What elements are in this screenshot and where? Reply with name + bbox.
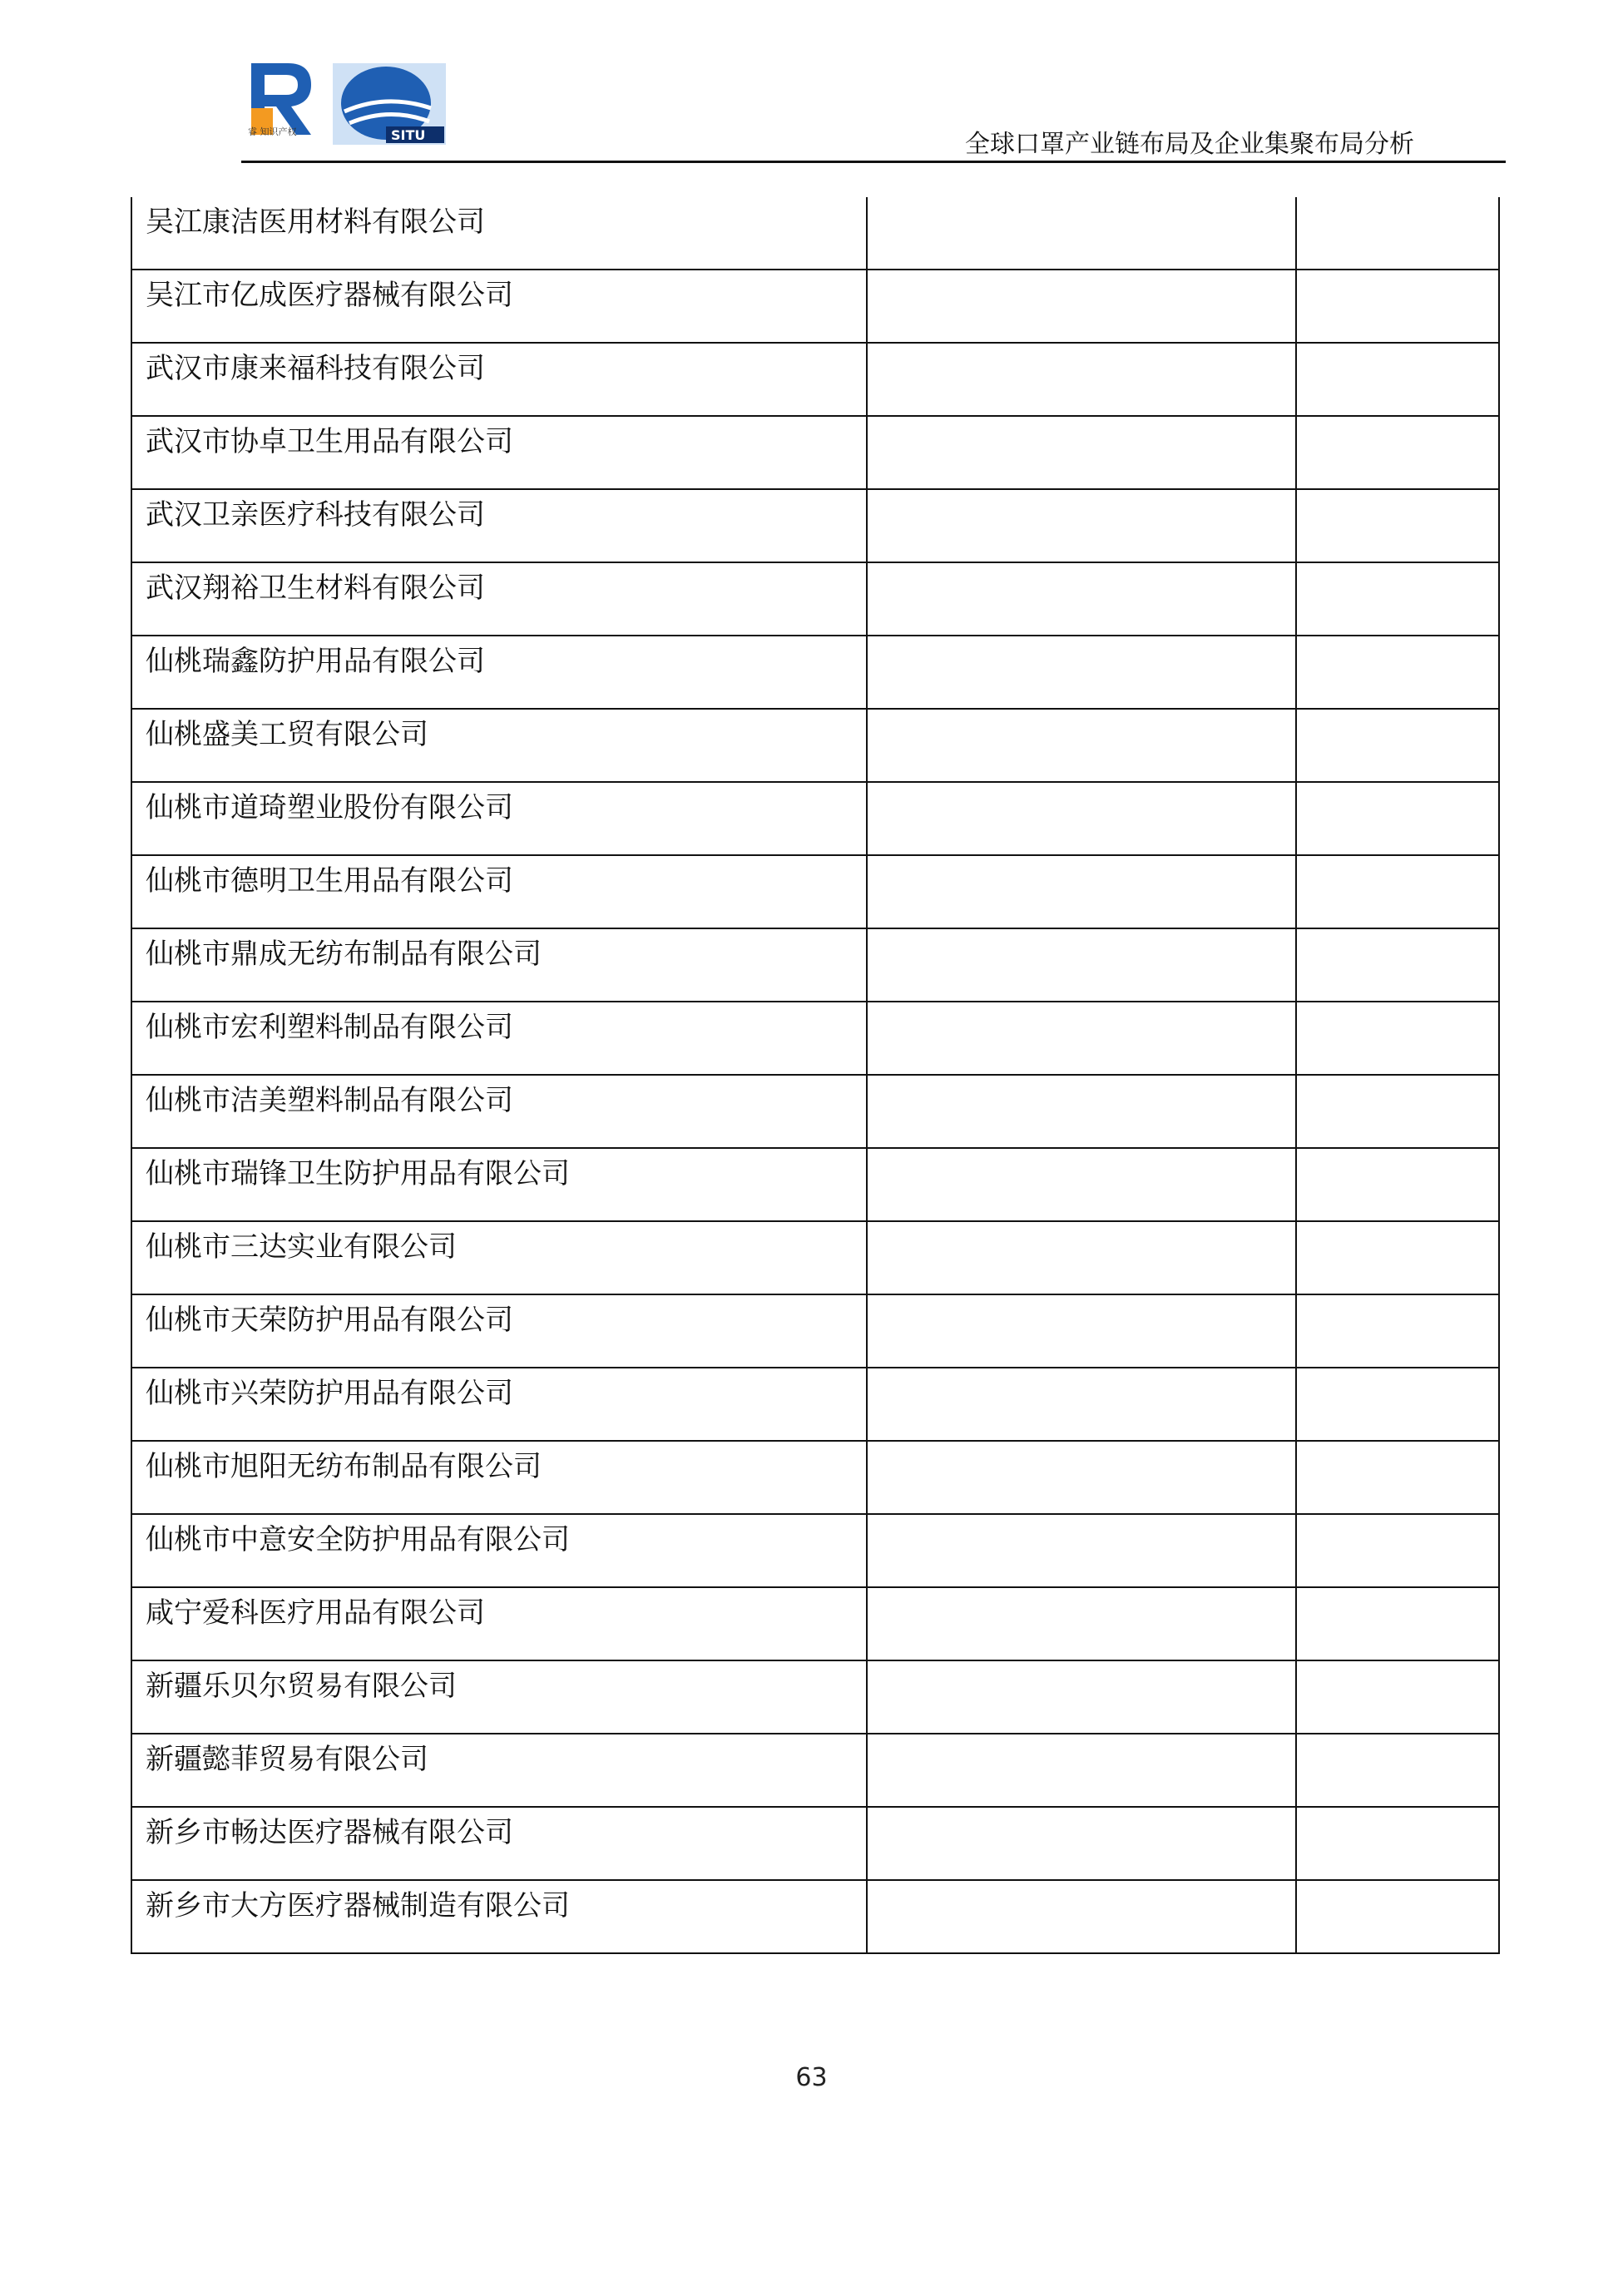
company-name: 仙桃市德明卫生用品有限公司 — [146, 864, 513, 898]
company-name: 仙桃市天荣防护用品有限公司 — [146, 1304, 513, 1337]
company-name: 咸宁爱科医疗用品有限公司 — [146, 1596, 485, 1630]
company-name: 仙桃市中意安全防护用品有限公司 — [146, 1523, 570, 1556]
company-name: 仙桃市兴荣防护用品有限公司 — [146, 1377, 513, 1410]
empty-cell — [867, 489, 1296, 562]
company-name: 仙桃市宏利塑料制品有限公司 — [146, 1011, 513, 1044]
table-row — [131, 1294, 1499, 1368]
empty-cell — [867, 1002, 1296, 1075]
empty-cell — [867, 562, 1296, 636]
empty-cell — [867, 1660, 1296, 1734]
table-row — [131, 1734, 1499, 1807]
empty-cell — [1296, 1075, 1499, 1148]
header-divider — [241, 161, 1506, 163]
company-name: 新乡市畅达医疗器械有限公司 — [146, 1816, 513, 1849]
table-row — [131, 489, 1499, 562]
table-row — [131, 1148, 1499, 1221]
company-name: 仙桃市洁美塑料制品有限公司 — [146, 1084, 513, 1117]
table-row — [131, 197, 1499, 270]
table-row — [131, 1807, 1499, 1880]
company-name: 仙桃盛美工贸有限公司 — [146, 718, 428, 751]
empty-cell — [1296, 562, 1499, 636]
company-name-cell — [131, 1880, 867, 1953]
company-name-cell — [131, 1734, 867, 1807]
company-name-cell — [131, 1441, 867, 1514]
empty-cell — [1296, 1002, 1499, 1075]
empty-cell — [867, 855, 1296, 928]
empty-cell — [867, 1514, 1296, 1587]
header-title: 全球口罩产业链布局及企业集聚布局分析 — [965, 130, 1414, 159]
company-name-cell — [131, 1075, 867, 1148]
company-name-cell — [131, 270, 867, 343]
empty-cell — [1296, 709, 1499, 782]
company-name: 仙桃市旭阳无纺布制品有限公司 — [146, 1450, 542, 1483]
empty-cell — [867, 1587, 1296, 1660]
company-name: 仙桃瑞鑫防护用品有限公司 — [146, 645, 485, 678]
company-name-cell — [131, 1660, 867, 1734]
table-row — [131, 1880, 1499, 1953]
company-name-cell — [131, 343, 867, 416]
company-name: 吴江康洁医用材料有限公司 — [146, 205, 485, 239]
empty-cell — [1296, 928, 1499, 1002]
empty-cell — [867, 928, 1296, 1002]
company-name-cell — [131, 782, 867, 855]
globe-logo — [333, 63, 446, 145]
table-row — [131, 1514, 1499, 1587]
empty-cell — [867, 270, 1296, 343]
company-name: 新疆懿菲贸易有限公司 — [146, 1743, 428, 1776]
company-name: 武汉市康来福科技有限公司 — [146, 352, 485, 385]
table-row — [131, 1660, 1499, 1734]
empty-cell — [1296, 1807, 1499, 1880]
globe-logo-text: SITU — [391, 127, 426, 143]
company-name: 新乡市大方医疗器械制造有限公司 — [146, 1889, 570, 1922]
company-name-cell — [131, 562, 867, 636]
company-name-cell — [131, 1221, 867, 1294]
empty-cell — [867, 1880, 1296, 1953]
company-name-cell — [131, 1587, 867, 1660]
company-name: 吴江市亿成医疗器械有限公司 — [146, 279, 513, 312]
empty-cell — [1296, 270, 1499, 343]
table-row — [131, 562, 1499, 636]
table-row — [131, 709, 1499, 782]
table-row — [131, 855, 1499, 928]
company-name: 仙桃市三达实业有限公司 — [146, 1230, 457, 1264]
table-row — [131, 928, 1499, 1002]
empty-cell — [1296, 782, 1499, 855]
table-row — [131, 416, 1499, 489]
empty-cell — [867, 1148, 1296, 1221]
empty-cell — [1296, 1514, 1499, 1587]
company-name: 武汉翔裕卫生材料有限公司 — [146, 572, 485, 605]
empty-cell — [1296, 1734, 1499, 1807]
company-name-cell — [131, 1368, 867, 1441]
empty-cell — [1296, 855, 1499, 928]
empty-cell — [867, 1294, 1296, 1368]
table-row — [131, 1368, 1499, 1441]
page-number: 63 — [795, 2063, 828, 2092]
company-table — [131, 197, 1500, 1954]
company-name-cell — [131, 1148, 867, 1221]
company-name-cell — [131, 636, 867, 709]
company-name-cell — [131, 855, 867, 928]
empty-cell — [1296, 1368, 1499, 1441]
company-name: 武汉市协卓卫生用品有限公司 — [146, 425, 513, 458]
table-row — [131, 343, 1499, 416]
table-row — [131, 1002, 1499, 1075]
company-name-cell — [131, 709, 867, 782]
empty-cell — [1296, 1880, 1499, 1953]
empty-cell — [1296, 636, 1499, 709]
logo-subtitle: 睿 知识产权 — [248, 126, 297, 137]
company-name-cell — [131, 416, 867, 489]
empty-cell — [867, 1368, 1296, 1441]
company-name-cell — [131, 197, 867, 270]
empty-cell — [867, 1221, 1296, 1294]
company-name-cell — [131, 1514, 867, 1587]
company-name-cell — [131, 489, 867, 562]
empty-cell — [1296, 416, 1499, 489]
empty-cell — [1296, 1441, 1499, 1514]
empty-cell — [867, 1075, 1296, 1148]
empty-cell — [867, 1734, 1296, 1807]
company-name: 仙桃市鼎成无纺布制品有限公司 — [146, 938, 542, 971]
table-row — [131, 1441, 1499, 1514]
table-row — [131, 270, 1499, 343]
company-name-cell — [131, 928, 867, 1002]
company-name-cell — [131, 1294, 867, 1368]
empty-cell — [867, 1807, 1296, 1880]
empty-cell — [1296, 1587, 1499, 1660]
empty-cell — [1296, 489, 1499, 562]
table-row — [131, 636, 1499, 709]
company-name: 新疆乐贝尔贸易有限公司 — [146, 1670, 457, 1703]
empty-cell — [1296, 1221, 1499, 1294]
company-name-cell — [131, 1807, 867, 1880]
empty-cell — [1296, 1294, 1499, 1368]
company-name: 仙桃市瑞锋卫生防护用品有限公司 — [146, 1157, 570, 1190]
empty-cell — [867, 1441, 1296, 1514]
empty-cell — [1296, 1660, 1499, 1734]
company-name: 仙桃市道琦塑业股份有限公司 — [146, 791, 513, 824]
empty-cell — [867, 782, 1296, 855]
table-row — [131, 782, 1499, 855]
empty-cell — [1296, 197, 1499, 270]
company-name-cell — [131, 1002, 867, 1075]
empty-cell — [867, 636, 1296, 709]
empty-cell — [867, 416, 1296, 489]
table-row — [131, 1075, 1499, 1148]
table-row — [131, 1221, 1499, 1294]
empty-cell — [867, 343, 1296, 416]
empty-cell — [867, 709, 1296, 782]
empty-cell — [867, 197, 1296, 270]
table-row — [131, 1587, 1499, 1660]
company-name: 武汉卫亲医疗科技有限公司 — [146, 498, 485, 532]
empty-cell — [1296, 343, 1499, 416]
empty-cell — [1296, 1148, 1499, 1221]
